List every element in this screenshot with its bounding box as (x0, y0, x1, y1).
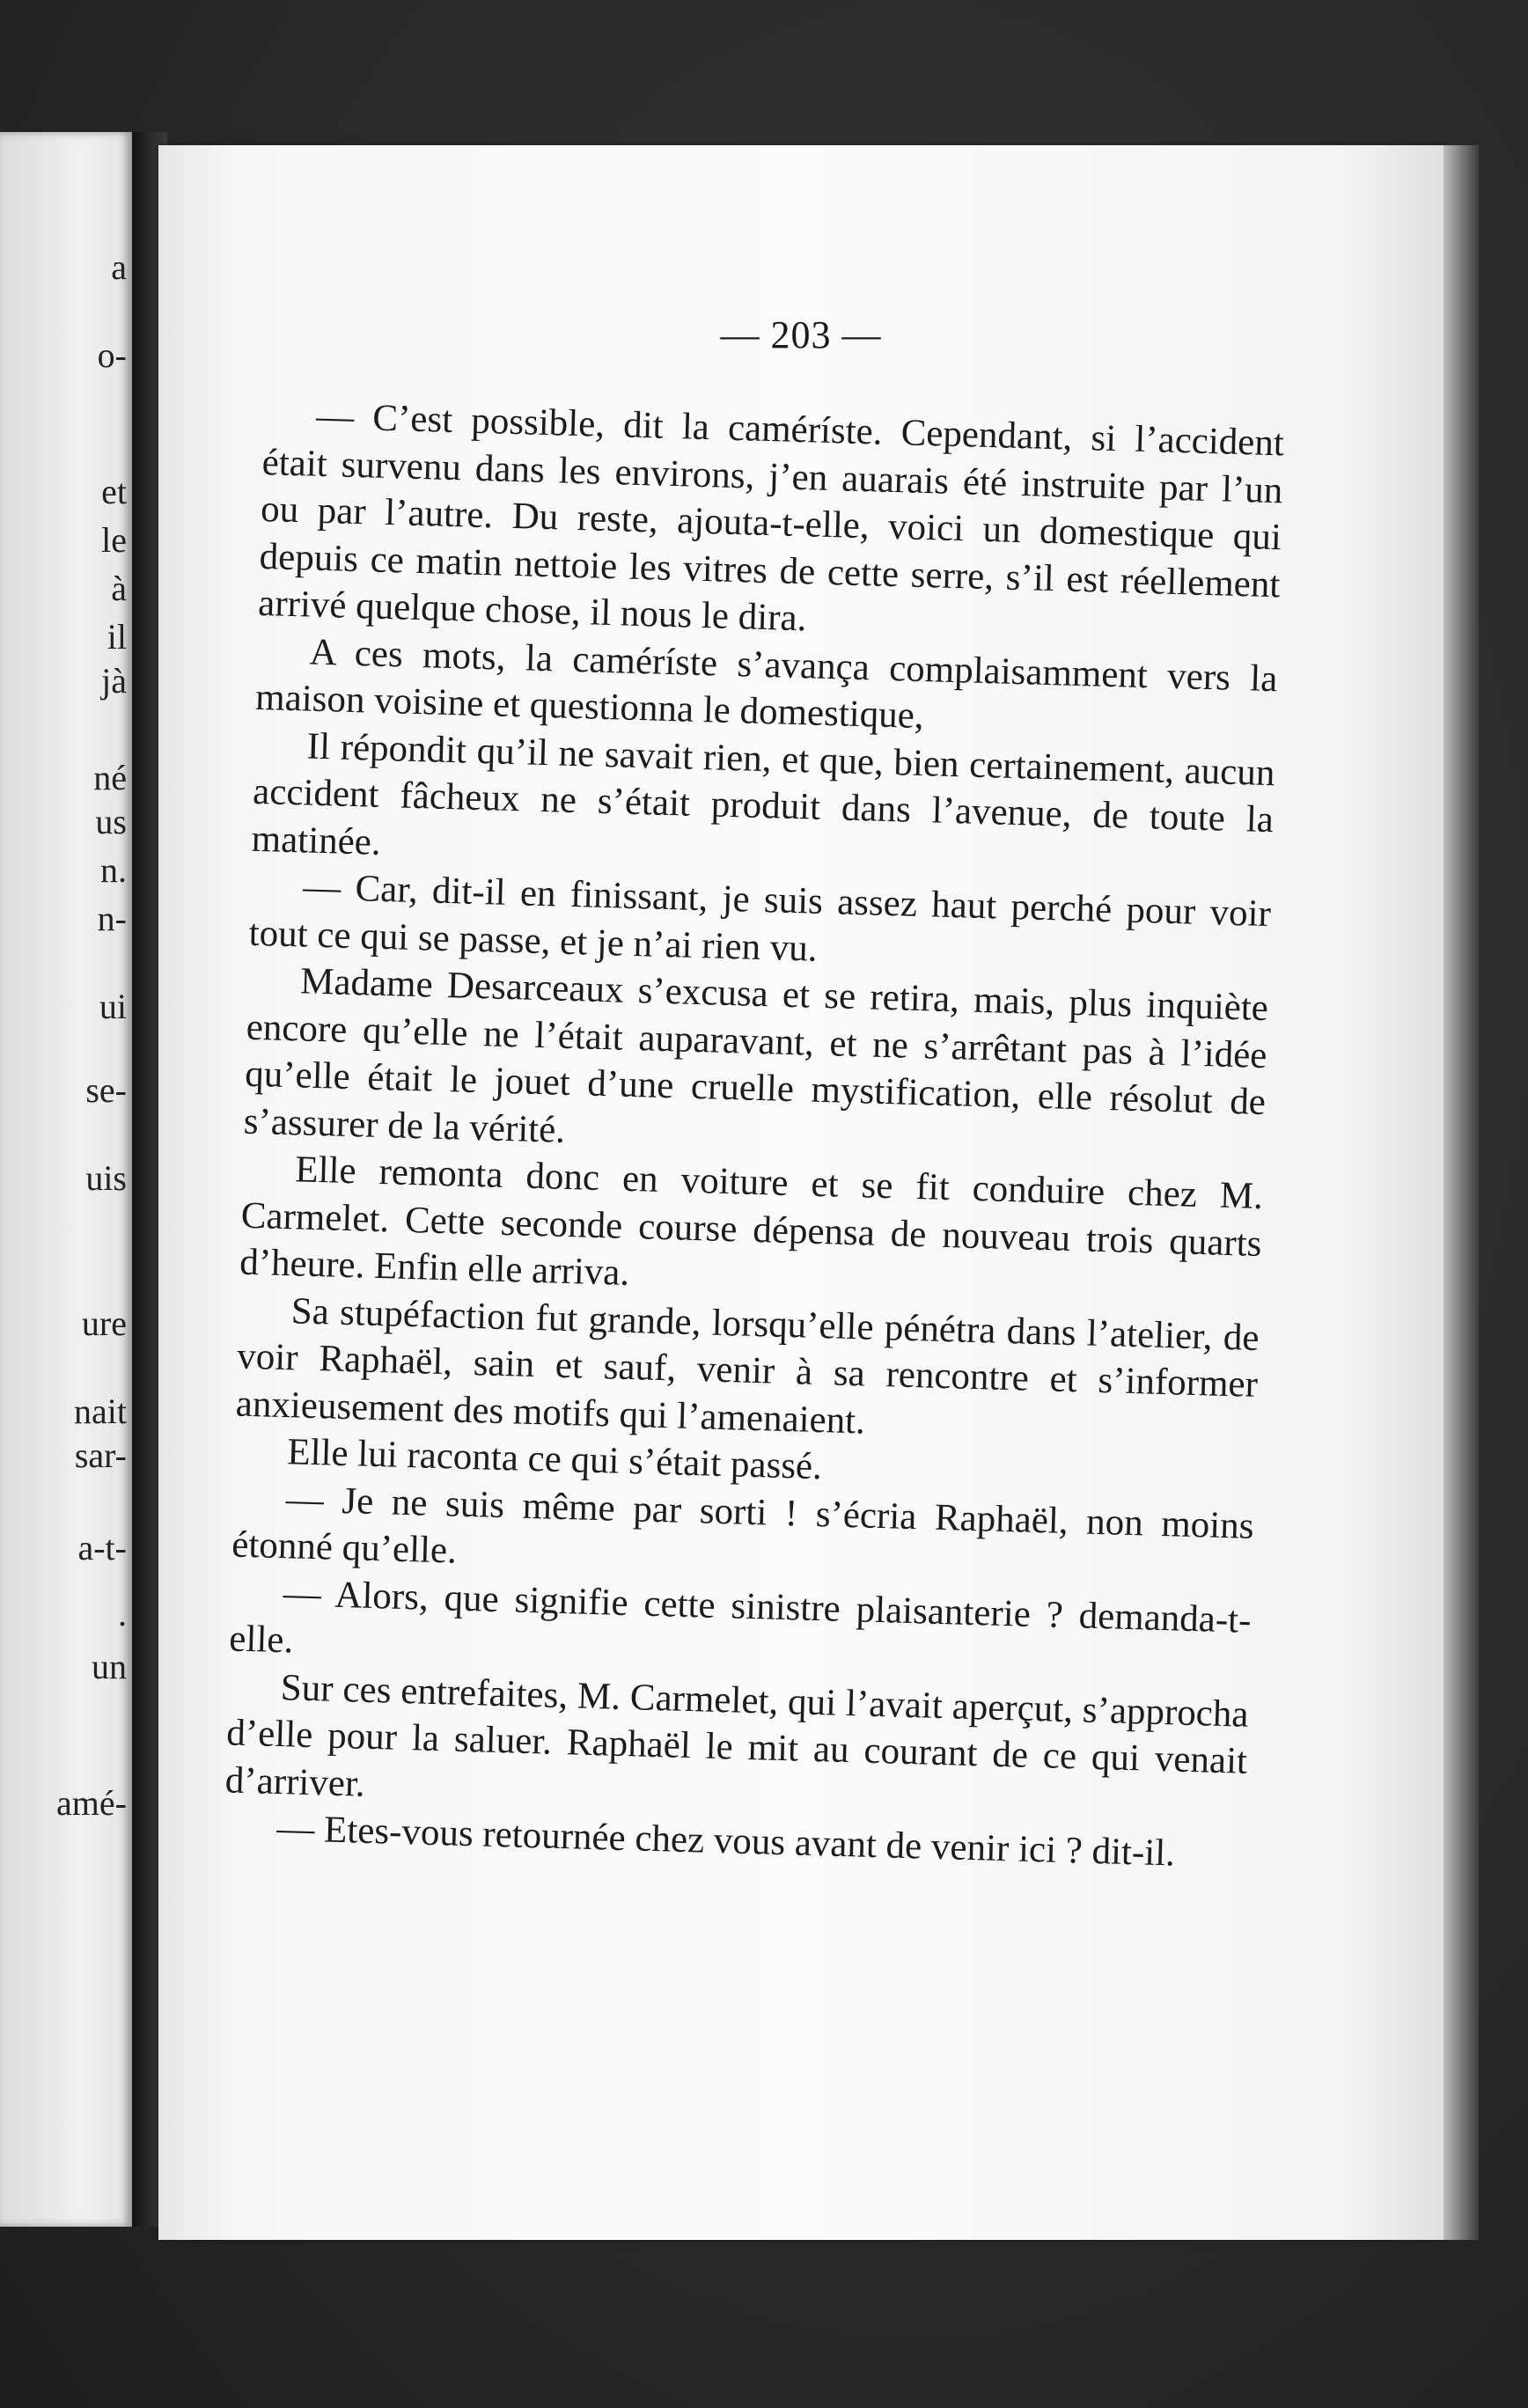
left-page-fragment: nait (74, 1391, 127, 1431)
paragraph: Il répondit qu’il ne savait rien, et que, bien certainement, aucun accident fâcheux ne s’était produit dans l’avenue, de toute la matinée. (251, 725, 1276, 863)
paragraph: — Je ne suis même par sorti ! s’écria Raphaël, non moins étonné qu’elle. (231, 1478, 1255, 1572)
paragraph: — Car, dit-il en finissant, je suis assez haut perché pour voir tout ce qui se passe, et je n’ai rien vu. (248, 866, 1272, 970)
previous-page-edge (0, 132, 132, 2227)
left-page-fragment: il (107, 617, 127, 657)
paragraph: — Etes-vous retournée chez vous avant de venir ici ? dit-il. (275, 1808, 1176, 1875)
left-page-fragment: us (95, 802, 127, 841)
page-body-text (224, 392, 1285, 1879)
left-page-fragment: a (111, 247, 127, 287)
left-page-fragment: jà (101, 661, 127, 701)
left-page-fragment: et (101, 472, 127, 511)
left-page-fragment: a-t- (77, 1528, 127, 1567)
paragraph: Elle remonta donc en voiture et se fit conduire chez M. Carmelet. Cette seconde course dépensa de nouveau trois quarts d’heure. Enfin elle arriva. (239, 1149, 1264, 1294)
left-page-fragment: sar- (74, 1435, 127, 1475)
left-page-fragment: le (101, 520, 127, 560)
left-page-fragment: uis (85, 1158, 127, 1198)
book-page (158, 145, 1444, 2240)
paragraph: A ces mots, la caméríste s’avança complaisamment vers la maison voisine et questionna le domestique, (254, 631, 1278, 738)
left-page-fragment: o- (97, 335, 127, 375)
page-edge-shadow (1444, 145, 1479, 2240)
left-page-fragment: n. (100, 850, 127, 890)
left-page-fragment: un (92, 1647, 127, 1686)
left-page-fragment: ure (81, 1303, 127, 1343)
left-page-fragment: amé- (56, 1783, 127, 1823)
left-page-fragment: . (118, 1594, 127, 1633)
paragraph: Madame Desarceaux s’excusa et se retira, mais, plus inquiète encore qu’elle ne l’était auparavant, et ne s’arrêtant pas à l’idée qu’elle était le jouet d’une cruelle mystification, elle résolut de s’assurer de la vérité. (243, 960, 1269, 1151)
paragraph: — Alors, que signifie cette sinistre plaisanterie ? demanda-t-elle. (228, 1572, 1253, 1662)
left-page-fragment: n- (97, 899, 127, 938)
left-page-fragment: se- (85, 1070, 127, 1110)
left-page-fragment: ui (99, 987, 127, 1026)
paragraph: Sa stupéfaction fut grande, lorsqu’elle pénétra dans l’atelier, de voir Raphaël, sain et sauf, venir à sa rencontre et s’informer anxieusement des motifs qui l’amenaient. (235, 1289, 1260, 1443)
left-page-fragment: né (93, 758, 127, 797)
paragraph: Elle lui raconta ce qui s’était passé. (286, 1431, 823, 1488)
paragraph: — C’est possible, dit la caméríste. Cependant, si l’accident était survenu dans les environs, j’en auarais été instruite par l’un ou par l’autre. Du reste, ajouta-t-elle, voici un domestique qui depuis ce matin nettoie les vitres de cette serre, s’il est réellement arrivé quelque chose, il nous le dira. (257, 395, 1285, 640)
page-number: — 203 — (720, 313, 882, 356)
left-page-fragment: à (111, 569, 127, 608)
paragraph: Sur ces entrefaites, M. Carmelet, qui l’avait aperçut, s’approcha d’elle pour la saluer. Raphaël le mit au courant de ce qui venait d’arriver. (224, 1666, 1250, 1805)
